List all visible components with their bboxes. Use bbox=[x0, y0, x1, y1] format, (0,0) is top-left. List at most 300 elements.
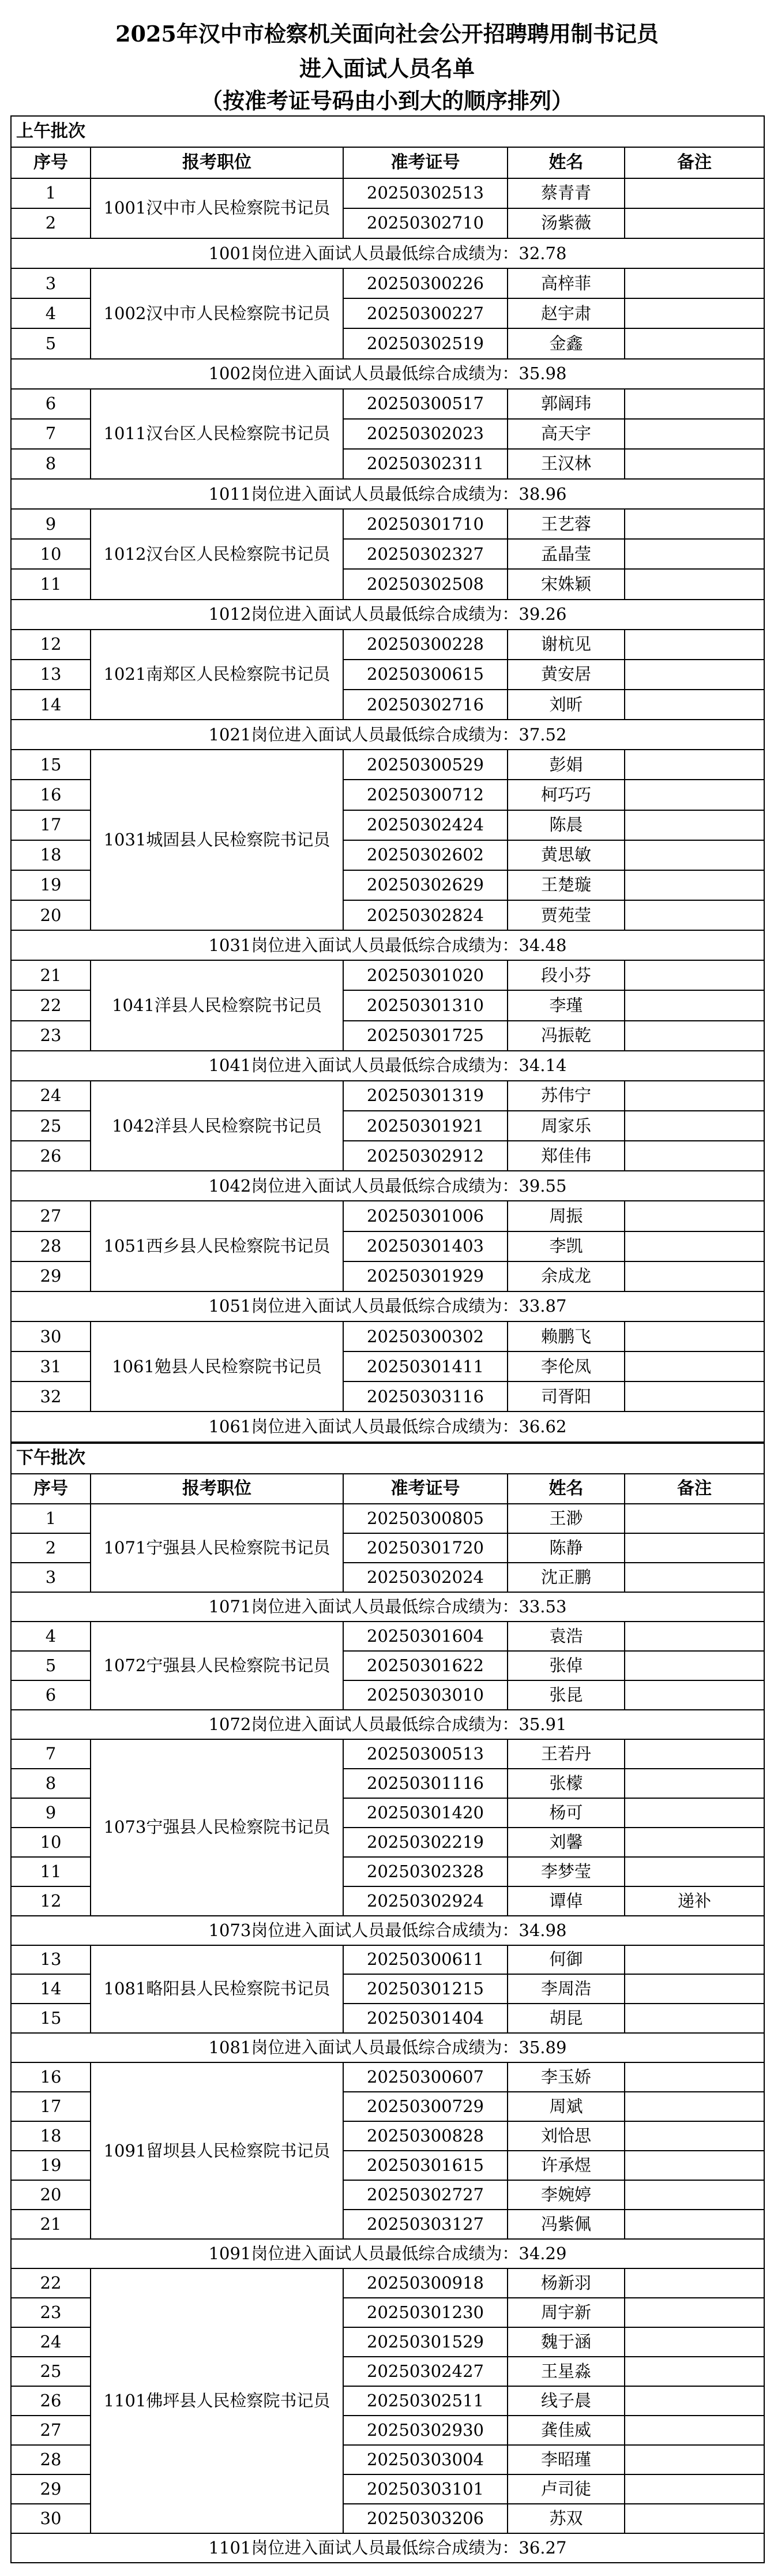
exam-id-cell: 20250300805 bbox=[343, 1504, 508, 1533]
header-position: 报考职位 bbox=[91, 147, 343, 178]
name-cell: 李伦凤 bbox=[508, 1351, 625, 1381]
position-cell: 1071宁强县人民检察院书记员 bbox=[91, 1504, 343, 1592]
table-row bbox=[11, 630, 764, 660]
position-cell: 1002汉中市人民检察院书记员 bbox=[91, 268, 343, 358]
seq-cell: 20 bbox=[11, 900, 91, 930]
note-cell bbox=[625, 1081, 764, 1111]
exam-id-cell: 20250300918 bbox=[343, 2268, 508, 2298]
position-cell: 1042洋县人民检察院书记员 bbox=[91, 1081, 343, 1171]
exam-id-cell: 20250301403 bbox=[343, 1231, 508, 1261]
exam-id-cell: 20250302511 bbox=[343, 2386, 508, 2416]
exam-id-cell: 20250300227 bbox=[343, 298, 508, 328]
min-score-summary: 1072岗位进入面试人员最低综合成绩为：35.91 bbox=[11, 1710, 764, 1739]
summary-row bbox=[11, 2239, 764, 2268]
seq-cell: 27 bbox=[11, 1201, 91, 1231]
position-cell: 1073宁强县人民检察院书记员 bbox=[91, 1739, 343, 1916]
note-cell bbox=[625, 1974, 764, 2004]
seq-cell: 21 bbox=[11, 960, 91, 990]
exam-id-cell: 20250301319 bbox=[343, 1081, 508, 1111]
note-cell bbox=[625, 2327, 764, 2357]
note-cell bbox=[625, 298, 764, 328]
exam-id-cell: 20250302219 bbox=[343, 1828, 508, 1857]
summary-row bbox=[11, 479, 764, 509]
note-cell bbox=[625, 1622, 764, 1651]
exam-id-cell: 20250301310 bbox=[343, 990, 508, 1020]
table-row bbox=[11, 1504, 764, 1533]
exam-id-cell: 20250302424 bbox=[343, 810, 508, 840]
name-cell: 张昆 bbox=[508, 1680, 625, 1710]
exam-id-cell: 20250301725 bbox=[343, 1021, 508, 1051]
table-row bbox=[11, 1201, 764, 1231]
summary-row bbox=[11, 1051, 764, 1081]
note-cell bbox=[625, 268, 764, 298]
seq-cell: 25 bbox=[11, 1111, 91, 1141]
note-cell bbox=[625, 2357, 764, 2386]
seq-cell: 10 bbox=[11, 1828, 91, 1857]
document-subtitle: 进入面试人员名单 bbox=[299, 55, 475, 81]
min-score-summary: 1101岗位进入面试人员最低综合成绩为：36.27 bbox=[11, 2533, 764, 2563]
seq-cell: 13 bbox=[11, 660, 91, 690]
seq-cell: 8 bbox=[11, 1769, 91, 1798]
seq-cell: 6 bbox=[11, 1680, 91, 1710]
table-row bbox=[11, 1945, 764, 1975]
seq-cell: 5 bbox=[11, 328, 91, 358]
header-seq: 序号 bbox=[11, 1474, 91, 1504]
name-cell: 龚佳威 bbox=[508, 2416, 625, 2445]
summary-row bbox=[11, 359, 764, 389]
name-cell: 王星淼 bbox=[508, 2357, 625, 2386]
note-cell bbox=[625, 1857, 764, 1886]
note-cell bbox=[625, 2210, 764, 2239]
exam-id-cell: 20250302602 bbox=[343, 840, 508, 870]
note-cell bbox=[625, 328, 764, 358]
exam-id-cell: 20250300517 bbox=[343, 389, 508, 419]
summary-row bbox=[11, 2033, 764, 2062]
name-cell: 李周浩 bbox=[508, 1974, 625, 2004]
name-cell: 杨可 bbox=[508, 1798, 625, 1828]
seq-cell: 2 bbox=[11, 208, 91, 238]
table-row bbox=[11, 268, 764, 298]
seq-cell: 12 bbox=[11, 1886, 91, 1916]
seq-cell: 7 bbox=[11, 1739, 91, 1769]
name-cell: 余成龙 bbox=[508, 1261, 625, 1291]
note-cell bbox=[625, 1651, 764, 1680]
header-exam-id: 准考证号 bbox=[343, 147, 508, 178]
seq-cell: 17 bbox=[11, 2092, 91, 2121]
exam-id-cell: 20250301230 bbox=[343, 2298, 508, 2327]
name-cell: 许承煜 bbox=[508, 2151, 625, 2180]
name-cell: 刘馨 bbox=[508, 1828, 625, 1857]
seq-cell: 30 bbox=[11, 1321, 91, 1351]
seq-cell: 4 bbox=[11, 298, 91, 328]
note-cell bbox=[625, 389, 764, 419]
seq-cell: 13 bbox=[11, 1945, 91, 1975]
exam-id-cell: 20250300226 bbox=[343, 268, 508, 298]
name-cell: 王楚璇 bbox=[508, 870, 625, 900]
exam-id-cell: 20250300607 bbox=[343, 2062, 508, 2092]
position-cell: 1072宁强县人民检察院书记员 bbox=[91, 1622, 343, 1710]
note-cell bbox=[625, 840, 764, 870]
name-cell: 宋姝颖 bbox=[508, 569, 625, 599]
note-cell bbox=[625, 1201, 764, 1231]
position-cell: 1021南郑区人民检察院书记员 bbox=[91, 630, 343, 720]
position-cell: 1061勉县人民检察院书记员 bbox=[91, 1321, 343, 1411]
table-row bbox=[11, 2268, 764, 2298]
exam-id-cell: 20250300302 bbox=[343, 1321, 508, 1351]
min-score-summary: 1001岗位进入面试人员最低综合成绩为：32.78 bbox=[11, 238, 764, 268]
seq-cell: 10 bbox=[11, 539, 91, 569]
note-cell bbox=[625, 1321, 764, 1351]
summary-row bbox=[11, 1710, 764, 1739]
name-cell: 魏于涵 bbox=[508, 2327, 625, 2357]
note-cell bbox=[625, 1533, 764, 1563]
note-cell bbox=[625, 960, 764, 990]
note-cell bbox=[625, 690, 764, 720]
seq-cell: 11 bbox=[11, 569, 91, 599]
exam-id-cell: 20250302311 bbox=[343, 449, 508, 479]
note-cell bbox=[625, 750, 764, 780]
note-cell bbox=[625, 2445, 764, 2474]
exam-id-cell: 20250301404 bbox=[343, 2004, 508, 2033]
note-cell bbox=[625, 2474, 764, 2504]
summary-row bbox=[11, 1592, 764, 1622]
name-cell: 李凯 bbox=[508, 1231, 625, 1261]
name-cell: 陈晨 bbox=[508, 810, 625, 840]
seq-cell: 30 bbox=[11, 2504, 91, 2533]
name-cell: 王渺 bbox=[508, 1504, 625, 1533]
note-cell bbox=[625, 2386, 764, 2416]
exam-id-cell: 20250302024 bbox=[343, 1563, 508, 1592]
seq-cell: 15 bbox=[11, 750, 91, 780]
exam-id-cell: 20250302519 bbox=[343, 328, 508, 358]
exam-id-cell: 20250300529 bbox=[343, 750, 508, 780]
name-cell: 高梓菲 bbox=[508, 268, 625, 298]
table-row bbox=[11, 1321, 764, 1351]
seq-cell: 28 bbox=[11, 2445, 91, 2474]
min-score-summary: 1012岗位进入面试人员最低综合成绩为：39.26 bbox=[11, 600, 764, 630]
note-cell bbox=[625, 780, 764, 810]
name-cell: 刘昕 bbox=[508, 690, 625, 720]
exam-id-cell: 20250302629 bbox=[343, 870, 508, 900]
document-sort-note: （按准考证号码由小到大的顺序排列） bbox=[200, 88, 573, 114]
seq-cell: 6 bbox=[11, 389, 91, 419]
seq-cell: 9 bbox=[11, 1798, 91, 1828]
note-cell bbox=[625, 1769, 764, 1798]
note-cell bbox=[625, 178, 764, 208]
name-cell: 冯振乾 bbox=[508, 1021, 625, 1051]
min-score-summary: 1011岗位进入面试人员最低综合成绩为：38.96 bbox=[11, 479, 764, 509]
seq-cell: 4 bbox=[11, 1622, 91, 1651]
exam-id-cell: 20250301006 bbox=[343, 1201, 508, 1231]
seq-cell: 28 bbox=[11, 1231, 91, 1261]
seq-cell: 16 bbox=[11, 780, 91, 810]
note-cell bbox=[625, 569, 764, 599]
min-score-summary: 1061岗位进入面试人员最低综合成绩为：36.62 bbox=[11, 1411, 764, 1442]
note-cell bbox=[625, 1680, 764, 1710]
name-cell: 苏双 bbox=[508, 2504, 625, 2533]
seq-cell: 20 bbox=[11, 2180, 91, 2210]
session-label: 下午批次 bbox=[11, 1443, 764, 1474]
table-row bbox=[11, 1739, 764, 1769]
position-cell: 1031城固县人民检察院书记员 bbox=[91, 750, 343, 930]
name-cell: 线子晨 bbox=[508, 2386, 625, 2416]
exam-id-cell: 20250300828 bbox=[343, 2121, 508, 2151]
exam-id-cell: 20250302912 bbox=[343, 1141, 508, 1171]
exam-id-cell: 20250301411 bbox=[343, 1351, 508, 1381]
name-cell: 周斌 bbox=[508, 2092, 625, 2121]
table-row bbox=[11, 509, 764, 539]
seq-cell: 3 bbox=[11, 1563, 91, 1592]
seq-cell: 14 bbox=[11, 690, 91, 720]
name-cell: 卢司徒 bbox=[508, 2474, 625, 2504]
note-cell bbox=[625, 900, 764, 930]
seq-cell: 29 bbox=[11, 1261, 91, 1291]
note-cell bbox=[625, 208, 764, 238]
exam-id-cell: 20250301921 bbox=[343, 1111, 508, 1141]
name-cell: 彭娟 bbox=[508, 750, 625, 780]
exam-id-cell: 20250300513 bbox=[343, 1739, 508, 1769]
seq-cell: 19 bbox=[11, 870, 91, 900]
exam-id-cell: 20250302327 bbox=[343, 539, 508, 569]
seq-cell: 16 bbox=[11, 2062, 91, 2092]
note-cell bbox=[625, 2180, 764, 2210]
exam-id-cell: 20250301215 bbox=[343, 1974, 508, 2004]
seq-cell: 32 bbox=[11, 1381, 91, 1411]
note-cell bbox=[625, 1351, 764, 1381]
exam-id-cell: 20250301622 bbox=[343, 1651, 508, 1680]
table-row bbox=[11, 2062, 764, 2092]
note-cell bbox=[625, 1798, 764, 1828]
session-label: 上午批次 bbox=[11, 116, 764, 147]
header-row bbox=[11, 147, 764, 178]
exam-id-cell: 20250303116 bbox=[343, 1381, 508, 1411]
seq-cell: 8 bbox=[11, 449, 91, 479]
exam-id-cell: 20250303004 bbox=[343, 2445, 508, 2474]
exam-id-cell: 20250300729 bbox=[343, 2092, 508, 2121]
note-cell bbox=[625, 1381, 764, 1411]
min-score-summary: 1071岗位进入面试人员最低综合成绩为：33.53 bbox=[11, 1592, 764, 1622]
name-cell: 张倬 bbox=[508, 1651, 625, 1680]
name-cell: 蔡青青 bbox=[508, 178, 625, 208]
seq-cell: 24 bbox=[11, 2327, 91, 2357]
seq-cell: 5 bbox=[11, 1651, 91, 1680]
note-cell bbox=[625, 419, 764, 449]
summary-row bbox=[11, 1291, 764, 1321]
name-cell: 金鑫 bbox=[508, 328, 625, 358]
exam-id-cell: 20250302824 bbox=[343, 900, 508, 930]
header-name: 姓名 bbox=[508, 147, 625, 178]
exam-id-cell: 20250302328 bbox=[343, 1857, 508, 1886]
seq-cell: 17 bbox=[11, 810, 91, 840]
table-row bbox=[11, 1081, 764, 1111]
exam-id-cell: 20250301720 bbox=[343, 1533, 508, 1563]
exam-id-cell: 20250300615 bbox=[343, 660, 508, 690]
note-cell bbox=[625, 1828, 764, 1857]
exam-id-cell: 20250303101 bbox=[343, 2474, 508, 2504]
note-cell bbox=[625, 449, 764, 479]
name-cell: 段小芬 bbox=[508, 960, 625, 990]
name-cell: 高天宇 bbox=[508, 419, 625, 449]
summary-row bbox=[11, 1171, 764, 1201]
name-cell: 李婉婷 bbox=[508, 2180, 625, 2210]
note-cell bbox=[625, 2416, 764, 2445]
exam-id-cell: 20250301929 bbox=[343, 1261, 508, 1291]
seq-cell: 19 bbox=[11, 2151, 91, 2180]
exam-id-cell: 20250303206 bbox=[343, 2504, 508, 2533]
seq-cell: 26 bbox=[11, 2386, 91, 2416]
position-cell: 1011汉台区人民检察院书记员 bbox=[91, 389, 343, 479]
name-cell: 胡昆 bbox=[508, 2004, 625, 2033]
note-cell bbox=[625, 1739, 764, 1769]
name-cell: 孟晶莹 bbox=[508, 539, 625, 569]
seq-cell: 23 bbox=[11, 2298, 91, 2327]
name-cell: 赖鹏飞 bbox=[508, 1321, 625, 1351]
summary-row bbox=[11, 600, 764, 630]
name-cell: 杨新羽 bbox=[508, 2268, 625, 2298]
note-cell bbox=[625, 2062, 764, 2092]
table-row bbox=[11, 178, 764, 208]
note-cell bbox=[625, 2268, 764, 2298]
table-row bbox=[11, 389, 764, 419]
position-cell: 1101佛坪县人民检察院书记员 bbox=[91, 2268, 343, 2533]
exam-id-cell: 20250302427 bbox=[343, 2357, 508, 2386]
note-cell bbox=[625, 2121, 764, 2151]
summary-row bbox=[11, 2533, 764, 2563]
seq-cell: 25 bbox=[11, 2357, 91, 2386]
seq-cell: 9 bbox=[11, 509, 91, 539]
exam-id-cell: 20250303010 bbox=[343, 1680, 508, 1710]
seq-cell: 7 bbox=[11, 419, 91, 449]
header-seq: 序号 bbox=[11, 147, 91, 178]
position-cell: 1051西乡县人民检察院书记员 bbox=[91, 1201, 343, 1291]
seq-cell: 2 bbox=[11, 1533, 91, 1563]
name-cell: 周振 bbox=[508, 1201, 625, 1231]
note-cell bbox=[625, 2151, 764, 2180]
name-cell: 汤紫薇 bbox=[508, 208, 625, 238]
name-cell: 谢杭见 bbox=[508, 630, 625, 660]
note-cell bbox=[625, 630, 764, 660]
exam-id-cell: 20250302023 bbox=[343, 419, 508, 449]
seq-cell: 21 bbox=[11, 2210, 91, 2239]
name-cell: 郭阔玮 bbox=[508, 389, 625, 419]
name-cell: 苏伟宁 bbox=[508, 1081, 625, 1111]
note-cell bbox=[625, 2504, 764, 2533]
name-cell: 郑佳伟 bbox=[508, 1141, 625, 1171]
session-row bbox=[11, 1443, 764, 1474]
note-cell bbox=[625, 2092, 764, 2121]
seq-cell: 22 bbox=[11, 990, 91, 1020]
min-score-summary: 1091岗位进入面试人员最低综合成绩为：34.29 bbox=[11, 2239, 764, 2268]
session-row bbox=[11, 116, 764, 147]
name-cell: 司胥阳 bbox=[508, 1381, 625, 1411]
document-title: 2025年汉中市检察机关面向社会公开招聘聘用制书记员 bbox=[115, 21, 659, 47]
name-cell: 王艺蓉 bbox=[508, 509, 625, 539]
table-row bbox=[11, 1622, 764, 1651]
seq-cell: 26 bbox=[11, 1141, 91, 1171]
exam-id-cell: 20250303127 bbox=[343, 2210, 508, 2239]
seq-cell: 15 bbox=[11, 2004, 91, 2033]
seq-cell: 1 bbox=[11, 178, 91, 208]
position-cell: 1001汉中市人民检察院书记员 bbox=[91, 178, 343, 238]
note-cell bbox=[625, 1945, 764, 1975]
header-note: 备注 bbox=[625, 1474, 764, 1504]
name-cell: 柯巧巧 bbox=[508, 780, 625, 810]
note-cell bbox=[625, 1111, 764, 1141]
seq-cell: 14 bbox=[11, 1974, 91, 2004]
note-cell bbox=[625, 539, 764, 569]
exam-id-cell: 20250302924 bbox=[343, 1886, 508, 1916]
seq-cell: 23 bbox=[11, 1021, 91, 1051]
name-cell: 赵宇肃 bbox=[508, 298, 625, 328]
note-cell bbox=[625, 2004, 764, 2033]
seq-cell: 22 bbox=[11, 2268, 91, 2298]
exam-id-cell: 20250301420 bbox=[343, 1798, 508, 1828]
name-cell: 王汉林 bbox=[508, 449, 625, 479]
exam-id-cell: 20250302710 bbox=[343, 208, 508, 238]
name-cell: 李梦莹 bbox=[508, 1857, 625, 1886]
summary-row bbox=[11, 238, 764, 268]
seq-cell: 29 bbox=[11, 2474, 91, 2504]
note-cell bbox=[625, 810, 764, 840]
name-cell: 沈正鹏 bbox=[508, 1563, 625, 1592]
name-cell: 李玉娇 bbox=[508, 2062, 625, 2092]
exam-id-cell: 20250302513 bbox=[343, 178, 508, 208]
exam-id-cell: 20250301615 bbox=[343, 2151, 508, 2180]
note-cell bbox=[625, 870, 764, 900]
note-cell bbox=[625, 1504, 764, 1533]
name-cell: 黄思敏 bbox=[508, 840, 625, 870]
note-cell bbox=[625, 1231, 764, 1261]
exam-id-cell: 20250300712 bbox=[343, 780, 508, 810]
header-position: 报考职位 bbox=[91, 1474, 343, 1504]
seq-cell: 27 bbox=[11, 2416, 91, 2445]
header-name: 姓名 bbox=[508, 1474, 625, 1504]
exam-id-cell: 20250301020 bbox=[343, 960, 508, 990]
name-cell: 周宇新 bbox=[508, 2298, 625, 2327]
name-cell: 何御 bbox=[508, 1945, 625, 1975]
header-note: 备注 bbox=[625, 147, 764, 178]
name-cell: 李昭瑾 bbox=[508, 2445, 625, 2474]
note-cell bbox=[625, 509, 764, 539]
position-cell: 1081略阳县人民检察院书记员 bbox=[91, 1945, 343, 2034]
name-cell: 张檬 bbox=[508, 1769, 625, 1798]
summary-row bbox=[11, 930, 764, 960]
exam-id-cell: 20250302930 bbox=[343, 2416, 508, 2445]
position-cell: 1091留坝县人民检察院书记员 bbox=[91, 2062, 343, 2239]
note-cell bbox=[625, 1563, 764, 1592]
header-row bbox=[11, 1474, 764, 1504]
table-row bbox=[11, 960, 764, 990]
min-score-summary: 1002岗位进入面试人员最低综合成绩为：35.98 bbox=[11, 359, 764, 389]
min-score-summary: 1031岗位进入面试人员最低综合成绩为：34.48 bbox=[11, 930, 764, 960]
name-cell: 周家乐 bbox=[508, 1111, 625, 1141]
exam-id-cell: 20250301116 bbox=[343, 1769, 508, 1798]
note-cell bbox=[625, 2298, 764, 2327]
header-exam-id: 准考证号 bbox=[343, 1474, 508, 1504]
name-cell: 谭倬 bbox=[508, 1886, 625, 1916]
name-cell: 刘恰思 bbox=[508, 2121, 625, 2151]
note-cell bbox=[625, 660, 764, 690]
name-cell: 李瑾 bbox=[508, 990, 625, 1020]
seq-cell: 12 bbox=[11, 630, 91, 660]
seq-cell: 31 bbox=[11, 1351, 91, 1381]
position-cell: 1041洋县人民检察院书记员 bbox=[91, 960, 343, 1050]
exam-id-cell: 20250302727 bbox=[343, 2180, 508, 2210]
position-cell: 1012汉台区人民检察院书记员 bbox=[91, 509, 343, 599]
exam-id-cell: 20250300611 bbox=[343, 1945, 508, 1975]
seq-cell: 18 bbox=[11, 840, 91, 870]
summary-row bbox=[11, 1411, 764, 1442]
